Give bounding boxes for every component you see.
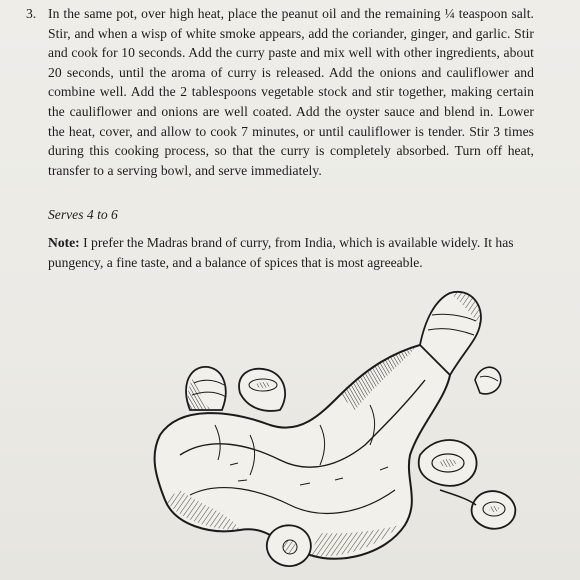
ginger-root-icon xyxy=(120,285,540,580)
step-number: 3. xyxy=(26,6,37,21)
note-paragraph xyxy=(48,233,540,272)
serves-line: Serves 4 to 6 xyxy=(48,207,118,222)
note-text: I prefer the Madras brand of curry, from India, which is available widely. It has pungency, a fine taste, and a balance of spices that is most agreeable. xyxy=(48,235,514,270)
recipe-step xyxy=(26,4,534,180)
note-label: Note: xyxy=(48,235,80,250)
step-text: In the same pot, over high heat, place the peanut oil and the remaining ¼ teaspoon salt. Stir, and when a wisp of white smoke appears, add the coriander, ginger, and garlic. Stir and cook for 10 seconds. Add the curry paste and mix well with other ingredients, about 20 seconds, until the aroma of curry is released. Add the onions and cauliflower and combine well. Add the 2 tablespoons vegetable stock and stir together, making certain the cauliflower and onions are well coated. Add the oyster sauce and blend in. Lower the heat, cover, and allow to cook 7 minutes, or until cauliflower is tender. Stir 3 times during this cooking process, so that the curry is completely absorbed. Turn off heat, transfer to a serving bowl, and serve immediately. xyxy=(48,6,534,178)
